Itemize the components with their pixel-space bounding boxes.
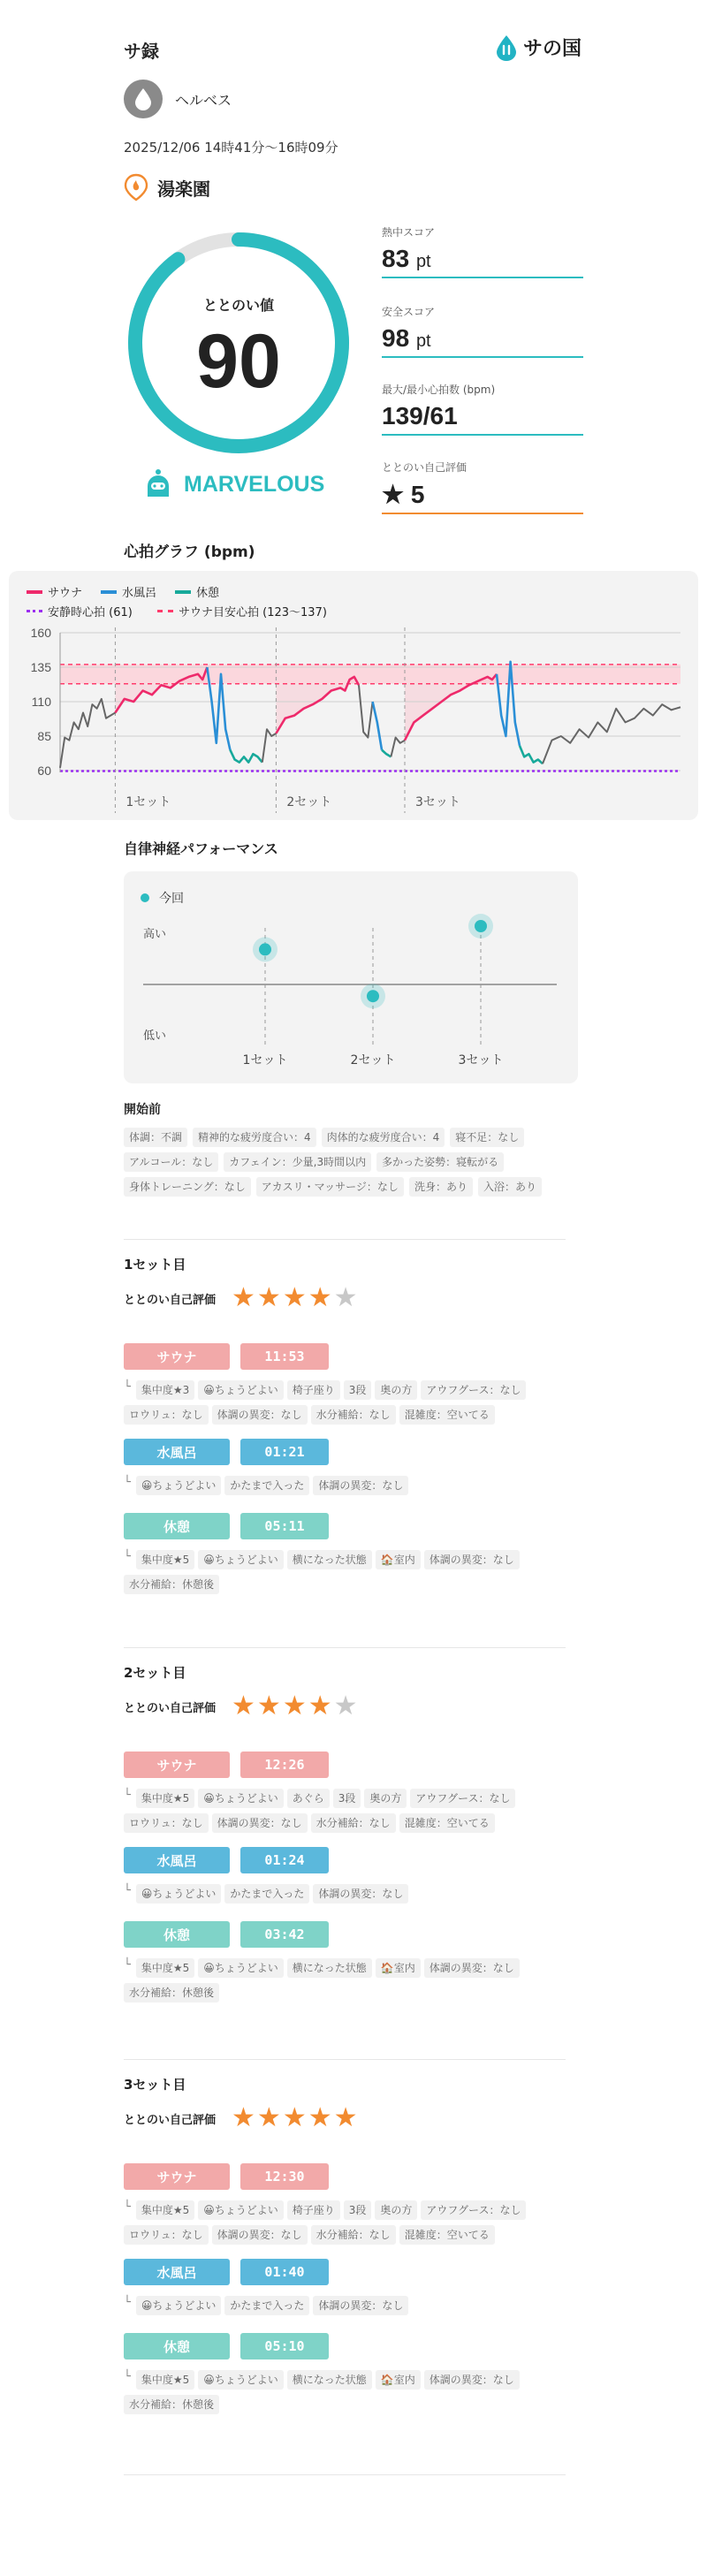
- end-divider: [124, 2474, 566, 2475]
- drop-logo-icon: [495, 34, 518, 61]
- phase-tag: 水分補給：休憩後: [124, 1983, 219, 2002]
- rating-label: ととのい自己評価: [124, 2113, 217, 2127]
- phase-tag: 集中度★5: [136, 2370, 194, 2390]
- condition-chip: 身体トレーニング：なし: [124, 1177, 251, 1197]
- condition-chip: カフェイン：少量,3時間以内: [224, 1152, 371, 1172]
- condition-chip: 肉体的な疲労度合い：4: [322, 1128, 445, 1147]
- branch-icon: └: [124, 1550, 131, 1563]
- set-divider: [124, 1239, 566, 1240]
- autonomic-panel: [124, 871, 578, 1083]
- phase-rest: [124, 1513, 329, 1539]
- phase-tag: 😀ちょうどよい: [198, 1958, 284, 1978]
- phase-tag: 奥の方: [375, 2200, 417, 2220]
- stat-anzen: [382, 304, 583, 358]
- phase-tag: 水分補給：なし: [311, 1405, 396, 1425]
- stat-label: 熱中スコア: [382, 226, 436, 239]
- phase-tag: 3段: [333, 1789, 361, 1808]
- facility[interactable]: [124, 173, 210, 201]
- set-label: 1セット: [125, 795, 171, 809]
- legend-label: 今回: [159, 892, 184, 906]
- phase-tag: 😀ちょうどよい: [136, 1476, 222, 1495]
- phase-tag: 体調の異変：なし: [424, 2370, 520, 2390]
- robot-icon: [143, 468, 173, 500]
- phase-details: [124, 1550, 601, 1594]
- set-rating: [124, 2102, 358, 2133]
- star-icon: ★: [282, 2102, 307, 2133]
- hr-series-other: [262, 729, 277, 762]
- phase-tag: 集中度★3: [136, 1380, 194, 1400]
- phase-details: [124, 1380, 601, 1425]
- phase-tag: 🏠室内: [376, 2370, 421, 2390]
- rating-stars: [232, 1282, 358, 1313]
- stat-value: ★ 5: [382, 481, 425, 508]
- set-title: 1セット目: [124, 1257, 186, 1273]
- phase-tag: 横になった状態: [287, 2370, 372, 2390]
- branch-icon: └: [124, 2200, 131, 2214]
- user-row: [124, 80, 232, 118]
- high-label: 高い: [143, 928, 167, 941]
- phase-details: [124, 2296, 601, 2315]
- legend-sauna: サウナ: [27, 583, 82, 600]
- low-label: 低い: [143, 1030, 167, 1043]
- y-tick-label: 160: [30, 626, 51, 640]
- phase-tag: ロウリュ：なし: [124, 1813, 209, 1833]
- condition-chip: アカスリ・マッサージ：なし: [256, 1177, 404, 1197]
- phase-water: [124, 1847, 329, 1873]
- phase-rest: [124, 1921, 329, 1948]
- star-icon: ★: [232, 1282, 255, 1313]
- branch-icon: └: [124, 1958, 131, 1972]
- star-icon: ★: [232, 2102, 255, 2133]
- gauge-label: ととのい値: [202, 297, 274, 314]
- star-icon: ★: [333, 1691, 358, 1721]
- phase-tag: 体調の異変：なし: [424, 1958, 520, 1978]
- rating-stars: [232, 2102, 358, 2133]
- condition-chip: 精神的な疲労度合い：4: [193, 1128, 316, 1147]
- phase-sauna: [124, 1752, 329, 1778]
- phase-tag: 😀ちょうどよい: [198, 1789, 284, 1808]
- set-title: 2セット目: [124, 1665, 186, 1681]
- set-label: 2セット: [350, 1053, 396, 1068]
- phase-tag: 体調の異変：なし: [212, 1813, 308, 1833]
- phase-tag: 集中度★5: [136, 1958, 194, 1978]
- phase-name-pill: 休憩: [124, 1513, 230, 1539]
- phase-details: [124, 1958, 601, 2002]
- phase-tag: 椅子座り: [287, 1380, 340, 1400]
- condition-chip: 多かった姿勢：寝転がる: [376, 1152, 504, 1172]
- hr-series-other: [60, 699, 115, 768]
- phase-tag: 集中度★5: [136, 1789, 194, 1808]
- phase-tag: 😀ちょうどよい: [198, 1380, 284, 1400]
- phase-time-pill: 12:26: [240, 1752, 329, 1778]
- stat-value: 98 pt: [382, 324, 431, 352]
- star-icon: ★: [232, 1691, 255, 1721]
- set-label: 2セット: [286, 795, 332, 809]
- phase-tag: 集中度★5: [136, 2200, 194, 2220]
- phase-sauna: [124, 1343, 329, 1370]
- avatar: [124, 80, 163, 118]
- phase-tag: アウフグース：なし: [421, 1380, 526, 1400]
- hr-series-other: [359, 685, 373, 737]
- phase-tag: 水分補給：なし: [311, 2225, 396, 2245]
- rating-stars: [232, 1693, 358, 1720]
- grade-badge: [143, 468, 324, 500]
- phase-tag: 体調の異変：なし: [212, 2225, 308, 2245]
- performance-point: [259, 943, 271, 955]
- phase-name-pill: サウナ: [124, 1343, 230, 1370]
- legend-water: 水風呂: [101, 583, 156, 600]
- rating-label: ととのい自己評価: [124, 1293, 217, 1307]
- stat-value: 139/61: [382, 402, 458, 429]
- flame-pin-icon: [124, 173, 148, 201]
- y-tick-label: 135: [30, 660, 51, 674]
- phase-tag: 集中度★5: [136, 1550, 194, 1569]
- performance-point: [367, 990, 379, 1002]
- branch-icon: └: [124, 1789, 131, 1802]
- set-label: 3セット: [415, 795, 460, 809]
- phase-time-pill: 05:10: [240, 2333, 329, 2359]
- phase-tag: 体調の異変：なし: [212, 1405, 308, 1425]
- phase-tag: ロウリュ：なし: [124, 2225, 209, 2245]
- star-icon: ★: [282, 1691, 307, 1721]
- set-label: 1セット: [242, 1053, 288, 1068]
- heart-graph-panel: [9, 571, 698, 820]
- phase-name-pill: 休憩: [124, 1921, 230, 1948]
- star-icon: ★: [256, 1282, 281, 1313]
- phase-tag: かたまで入った: [224, 1884, 309, 1904]
- phase-tag: 奥の方: [375, 1380, 417, 1400]
- y-tick-label: 110: [31, 695, 51, 709]
- set-rating: [124, 1282, 358, 1313]
- stat-label: 最大/最小心拍数 (bpm): [382, 384, 496, 396]
- phase-name-pill: 水風呂: [124, 2259, 230, 2285]
- phase-tag: 椅子座り: [287, 2200, 340, 2220]
- star-icon: ★: [256, 1691, 281, 1721]
- phase-details: [124, 1884, 601, 1904]
- phase-time-pill: 03:42: [240, 1921, 329, 1948]
- branch-icon: └: [124, 2296, 131, 2309]
- gauge-value: 90: [196, 319, 281, 404]
- legend-dot: [141, 893, 149, 902]
- phase-tag: 😀ちょうどよい: [136, 2296, 222, 2315]
- phase-name-pill: サウナ: [124, 2163, 230, 2190]
- user-name: ヘルベス: [175, 91, 232, 109]
- phase-tag: かたまで入った: [224, 1476, 309, 1495]
- phase-time-pill: 12:30: [240, 2163, 329, 2190]
- phase-time-pill: 11:53: [240, 1343, 329, 1370]
- legend-resting: 安静時心拍 (61): [27, 603, 133, 619]
- legend-rest: 休憩: [175, 583, 219, 600]
- star-icon: ★: [308, 1282, 332, 1313]
- heart-graph-title: 心拍グラフ (bpm): [124, 543, 255, 561]
- phase-details: [124, 2200, 601, 2245]
- phase-tag: 体調の異変：なし: [313, 1476, 408, 1495]
- set-divider: [124, 1647, 566, 1648]
- phase-tag: 奥の方: [364, 1789, 407, 1808]
- stat-value: 83 pt: [382, 245, 431, 272]
- logo-text: サの国: [523, 38, 582, 60]
- star-icon: ★: [308, 2102, 332, 2133]
- phase-water: [124, 1439, 329, 1465]
- rating-label: ととのい自己評価: [124, 1701, 217, 1715]
- drop-avatar-icon: [133, 87, 153, 111]
- condition-chip: 寝不足：なし: [450, 1128, 524, 1147]
- phase-tag: 😀ちょうどよい: [198, 2200, 284, 2220]
- phase-time-pill: 05:11: [240, 1513, 329, 1539]
- phase-tag: 😀ちょうどよい: [198, 2370, 284, 2390]
- branch-icon: └: [124, 1380, 131, 1394]
- condition-chip: 体調：不調: [124, 1128, 187, 1147]
- phase-details: [124, 1789, 601, 1833]
- star-icon: ★: [333, 1282, 358, 1313]
- phase-details: [124, 2370, 601, 2414]
- stat-label: 安全スコア: [382, 306, 436, 318]
- phase-tag: 😀ちょうどよい: [198, 1550, 284, 1569]
- phase-tag: 体調の異変：なし: [424, 1550, 520, 1569]
- performance-point: [475, 920, 487, 932]
- phase-rest: [124, 2333, 329, 2359]
- grade-text: MARVELOUS: [184, 471, 325, 497]
- hr-series-rest: [520, 746, 543, 764]
- phase-tag: 混雑度：空いてる: [399, 1405, 495, 1425]
- phase-tag: アウフグース：なし: [410, 1789, 515, 1808]
- stat-label: ととのい自己評価: [382, 461, 468, 474]
- star-icon: ★: [333, 2102, 358, 2133]
- phase-tag: 🏠室内: [376, 1958, 421, 1978]
- phase-tag: 🏠室内: [376, 1550, 421, 1569]
- autonomic-chart: [124, 871, 578, 1083]
- phase-tag: 3段: [344, 1380, 372, 1400]
- session-datetime: 2025/12/06 14時41分〜16時09分: [124, 140, 338, 156]
- heart-rate-chart: [9, 624, 698, 820]
- phase-details: [124, 1476, 601, 1495]
- star-icon: ★: [308, 1691, 332, 1721]
- phase-tag: あぐら: [287, 1789, 330, 1808]
- autonomic-title: 自律神経パフォーマンス: [124, 840, 278, 857]
- phase-tag: 水分補給：なし: [311, 1813, 396, 1833]
- before-chips: [124, 1128, 583, 1197]
- y-tick-label: 85: [37, 729, 51, 743]
- phase-time-pill: 01:24: [240, 1847, 329, 1873]
- star-icon: ★: [256, 2102, 281, 2133]
- hr-series-rest: [230, 750, 262, 763]
- facility-name: 湯楽園: [157, 178, 210, 200]
- condition-chip: 洗身：あり: [409, 1177, 473, 1197]
- phase-tag: 混雑度：空いてる: [399, 1813, 495, 1833]
- phase-tag: かたまで入った: [224, 2296, 309, 2315]
- phase-name-pill: 水風呂: [124, 1439, 230, 1465]
- stat-netchu: [382, 224, 583, 278]
- hr-series-water: [373, 702, 382, 750]
- hr-series-other: [391, 738, 405, 757]
- phase-tag: 体調の異変：なし: [313, 1884, 408, 1904]
- app-logo: [495, 34, 582, 61]
- phase-tag: 横になった状態: [287, 1958, 372, 1978]
- y-tick-label: 60: [37, 764, 51, 778]
- condition-chip: 入浴：あり: [478, 1177, 542, 1197]
- phase-water: [124, 2259, 329, 2285]
- phase-tag: ロウリュ：なし: [124, 1405, 209, 1425]
- phase-tag: アウフグース：なし: [421, 2200, 526, 2220]
- phase-tag: 😀ちょうどよい: [136, 1884, 222, 1904]
- hr-series-rest: [382, 750, 391, 757]
- stat-heart-rate: [382, 382, 583, 436]
- phase-name-pill: 休憩: [124, 2333, 230, 2359]
- page-title: サ録: [124, 41, 159, 62]
- phase-tag: 3段: [344, 2200, 372, 2220]
- phase-time-pill: 01:21: [240, 1439, 329, 1465]
- condition-chip: アルコール：なし: [124, 1152, 218, 1172]
- phase-tag: 混雑度：空いてる: [399, 2225, 495, 2245]
- phase-tag: 横になった状態: [287, 1550, 372, 1569]
- branch-icon: └: [124, 1476, 131, 1489]
- phase-sauna: [124, 2163, 329, 2190]
- phase-time-pill: 01:40: [240, 2259, 329, 2285]
- phase-tag: 体調の異変：なし: [313, 2296, 408, 2315]
- set-rating: [124, 1693, 358, 1720]
- phase-tag: 水分補給：休憩後: [124, 2395, 219, 2414]
- set-label: 3セット: [458, 1053, 504, 1068]
- branch-icon: └: [124, 1884, 131, 1897]
- star-icon: ★: [282, 1282, 307, 1313]
- branch-icon: └: [124, 2370, 131, 2383]
- set-divider: [124, 2059, 566, 2060]
- phase-name-pill: サウナ: [124, 1752, 230, 1778]
- phase-name-pill: 水風呂: [124, 1847, 230, 1873]
- stat-self-rating: [382, 460, 583, 514]
- phase-tag: 水分補給：休憩後: [124, 1575, 219, 1594]
- legend-target: サウナ目安心拍 (123〜137): [157, 603, 327, 619]
- before-title: 開始前: [124, 1103, 161, 1117]
- set-title: 3セット目: [124, 2077, 186, 2093]
- hr-series-other: [543, 704, 680, 764]
